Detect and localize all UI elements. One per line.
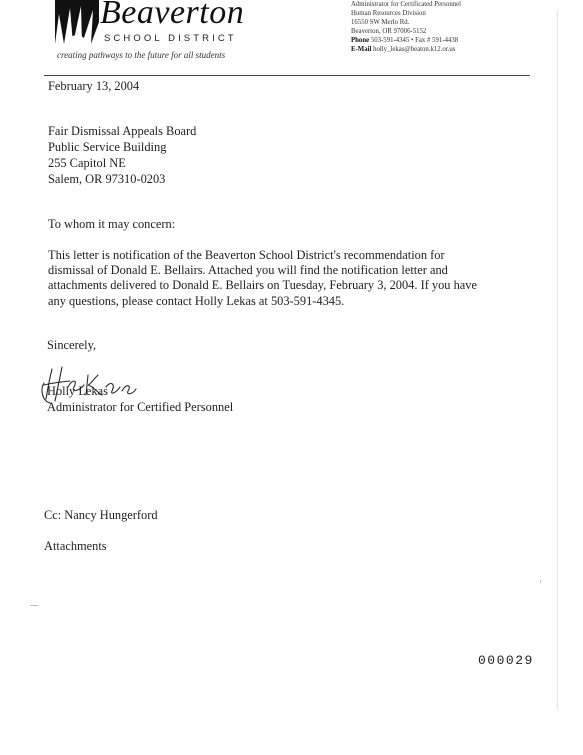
scan-edge-line — [557, 10, 558, 710]
contact-division: Human Resources Division — [351, 10, 426, 17]
recipient-line: Fair Dismissal Appeals Board — [48, 124, 197, 138]
contact-email — [351, 46, 455, 55]
body-line: dismissal of Donald E. Bellairs. Attached you will find the notification letter and — [48, 263, 448, 277]
contact-email-label: E-Mail — [351, 46, 372, 53]
signer-name: Holly Lekas — [47, 384, 108, 398]
bates-number: 000029 — [478, 653, 534, 668]
sunburst-logo-icon — [55, 0, 99, 44]
contact-phone-value: 503-591-4345 • Fax # 591-4438 — [370, 37, 459, 44]
recipient-line: 255 Capitol NE — [48, 156, 126, 170]
header-rule — [44, 75, 530, 76]
body-line: any questions, please contact Holly Lekas at 503-591-4345. — [48, 294, 345, 308]
scan-speck — [30, 605, 38, 606]
scan-speck — [540, 580, 541, 583]
attachments-line: Attachments — [44, 539, 107, 553]
signer-title: Administrator for Certified Personnel — [47, 400, 234, 414]
closing: Sincerely, — [47, 338, 97, 352]
contact-phone-label: Phone — [351, 37, 370, 44]
salutation: To whom it may concern: — [48, 217, 176, 231]
logo-tagline: creating pathways to the future for all students — [57, 50, 226, 60]
logo-district-label: SCHOOL DISTRICT — [104, 33, 237, 44]
recipient-line: Public Service Building — [48, 140, 167, 154]
body-line: This letter is notification of the Beaverton School District's recommendation for — [48, 248, 445, 262]
cc-line: Cc: Nancy Hungerford — [44, 508, 158, 522]
body-line: attachments delivered to Donald E. Bellairs on Tuesday, February 3, 2004. If you have — [48, 278, 477, 292]
contact-street: 16550 SW Merlo Rd. — [351, 19, 410, 26]
contact-title: Administrator for Certificated Personnel — [351, 1, 462, 8]
letter-date: February 13, 2004 — [48, 79, 140, 93]
contact-phone — [351, 37, 458, 46]
logo-wordmark: Beaverton — [100, 0, 245, 31]
contact-email-value: holly_lekas@beaton.k12.or.us — [373, 46, 456, 53]
contact-city: Beaverton, OR 97006-5152 — [351, 28, 427, 35]
recipient-line: Salem, OR 97310-0203 — [48, 172, 166, 186]
